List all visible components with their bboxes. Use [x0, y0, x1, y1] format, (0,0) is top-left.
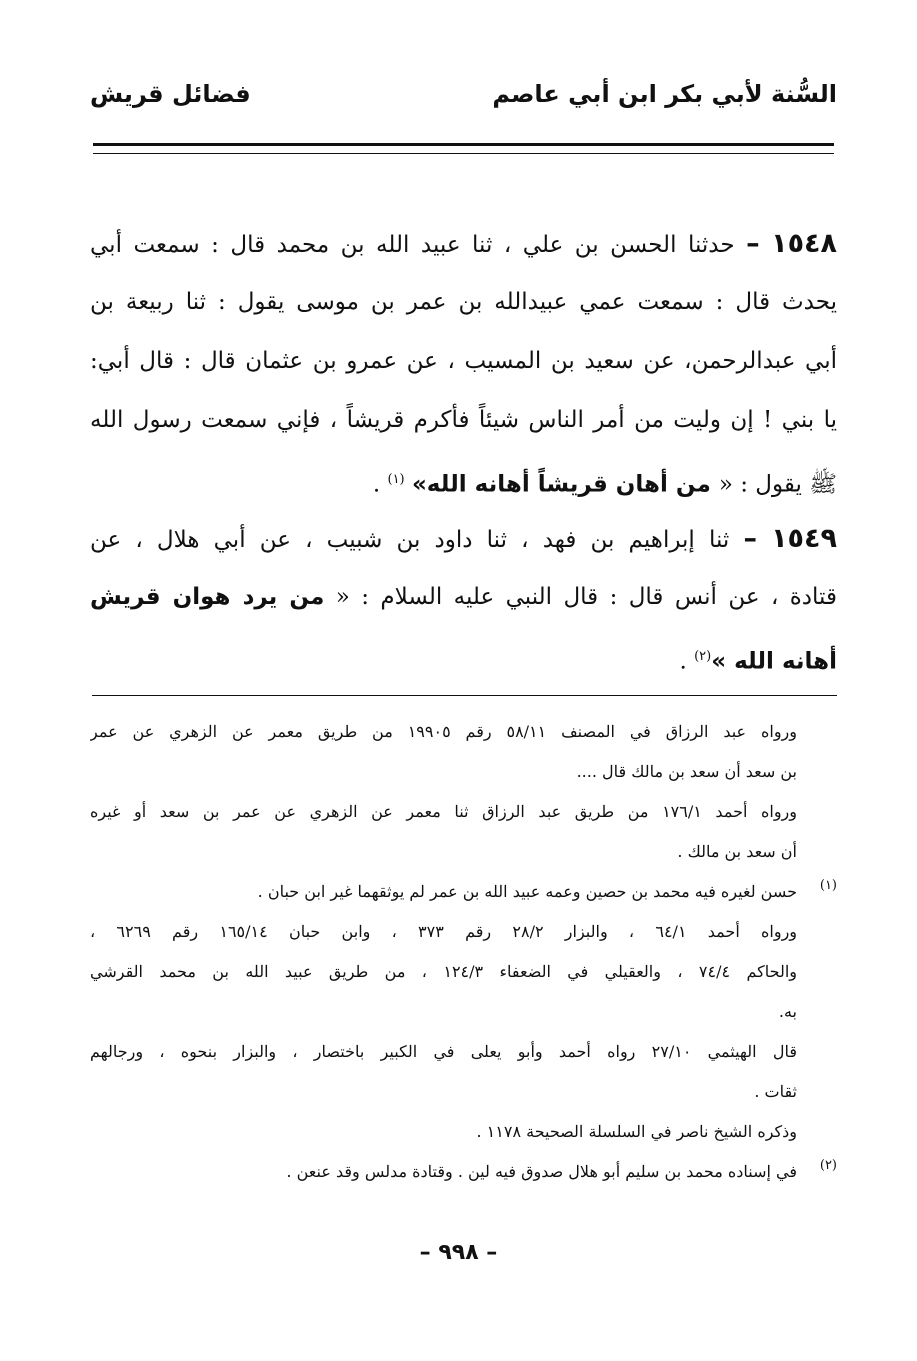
- footnote-2-marker: (٢): [819, 1158, 837, 1173]
- footnote-ref-2: (٢): [694, 649, 712, 664]
- footnotes: [90, 712, 837, 1192]
- hadith-1549-line-3: [90, 627, 837, 686]
- hadith-text: قتادة ، عن أنس قال : قال النبي عليه السلام : «: [324, 584, 837, 610]
- hadith-1548-line-2: يحدث قال : سمعت عمي عبيدالله بن عمر بن موسى يقول : ثنا ربيعة بن: [90, 289, 837, 315]
- footnote-line: [90, 992, 837, 1032]
- footnote-line: [90, 952, 837, 992]
- footnote-line: [90, 792, 837, 832]
- main-text: [90, 214, 837, 686]
- footnote-line: [90, 832, 837, 872]
- hadith-text: ﷺ يقول : «: [718, 471, 837, 498]
- footnote-text: أن سعد بن مالك .: [677, 842, 797, 861]
- footnote-line: [90, 1112, 837, 1152]
- footnote-text: ثقات .: [754, 1082, 797, 1101]
- hadith-1549-line-1: [90, 509, 837, 568]
- footnote-line: [90, 1072, 837, 1112]
- hadith-1548-line-5: [90, 450, 837, 509]
- footnote-1-line-1: [90, 872, 837, 912]
- footnote-text: في إسناده محمد بن سليم أبو هلال صدوق فيه لين . وقتادة مدلس وقد عنعن .: [286, 1162, 797, 1181]
- footnote-text: ورواه عبد الرزاق في المصنف ٥٨/١١ رقم ١٩٩٠٥ من طريق معمر عن الزهري عن عمر: [90, 722, 798, 741]
- footnote-line: [90, 752, 837, 792]
- hadith-text: حدثنا الحسن بن علي ، ثنا عبيد الله بن محمد قال : سمعت أبي: [90, 232, 735, 258]
- footnote-text: به.: [778, 1002, 797, 1021]
- hadith-1548-line-4: يا بني ! إن وليت من أمر الناس شيئاً فأكرم قريشاً ، فإني سمعت رسول الله: [90, 407, 837, 433]
- hadith-dash: –: [746, 228, 760, 259]
- header-rule-thick: [93, 143, 834, 146]
- hadith-matn: من يرد هوان قريش: [90, 584, 325, 610]
- hadith-text-end: .: [372, 471, 388, 498]
- hadith-dash: –: [743, 523, 757, 554]
- footnote-text: قال الهيثمي ٢٧/١٠ رواه أحمد وأبو يعلى في الكبير باختصار ، والبزار بنحوه ، ورجالهم: [90, 1042, 798, 1061]
- footnote-1-marker: (١): [819, 878, 837, 893]
- hadith-matn: أهانه الله »: [711, 648, 837, 675]
- footnote-text: وذكره الشيخ ناصر في السلسلة الصحيحة ١١٧٨ .: [476, 1122, 797, 1141]
- footnote-text: ورواه أحمد ١٧٦/١ من طريق عبد الرزاق ثنا معمر عن الزهري عن عمر بن سعد أو غيره: [90, 802, 798, 821]
- page-number: – ٩٩٨ –: [419, 1240, 498, 1265]
- footnote-line: [90, 712, 837, 752]
- footnote-2-line-1: [90, 1152, 837, 1192]
- hadith-1548-line-3: أبي عبدالرحمن، عن سعيد بن المسيب ، عن عمرو بن عثمان قال : قال أبي:: [90, 348, 837, 374]
- footnote-text: ورواه أحمد ٦٤/١ ، والبزار ٢٨/٢ رقم ٣٧٣ ، وابن حبان ١٦٥/١٤ رقم ٦٢٦٩ ،: [90, 922, 798, 941]
- chapter-title: فضائل قريش: [90, 80, 251, 108]
- hadith-matn: من أهان قريشاً أهانه الله»: [411, 471, 719, 498]
- footnote-text: بن سعد أن سعد بن مالك قال ....: [576, 762, 797, 781]
- footnote-rule: [92, 695, 837, 696]
- hadith-1548-line-1: [90, 214, 837, 273]
- hadith-text-end: .: [679, 648, 695, 675]
- hadith-number: ١٥٤٨: [771, 228, 837, 259]
- footnote-ref-1: (١): [387, 472, 405, 487]
- hadith-text: ثنا إبراهيم بن فهد ، ثنا داود بن شبيب ، عن أبي هلال ، عن: [90, 527, 730, 553]
- running-header: [90, 72, 837, 116]
- hadith-1549-line-2: [90, 568, 837, 627]
- header-rule-thin: [93, 153, 834, 154]
- footnote-text: حسن لغيره فيه محمد بن حصين وعمه عبيد الله بن عمر لم يوثقهما غير ابن حبان .: [257, 882, 797, 901]
- footnote-line: [90, 1032, 837, 1072]
- footnote-line: [90, 912, 837, 952]
- book-title: السُّنة لأبي بكر ابن أبي عاصم: [492, 80, 837, 108]
- hadith-number: ١٥٤٩: [771, 523, 837, 554]
- footnote-text: والحاكم ٧٤/٤ ، والعقيلي في الضعفاء ١٢٤/٣ ، من طريق عبيد الله بن محمد القرشي: [90, 962, 797, 981]
